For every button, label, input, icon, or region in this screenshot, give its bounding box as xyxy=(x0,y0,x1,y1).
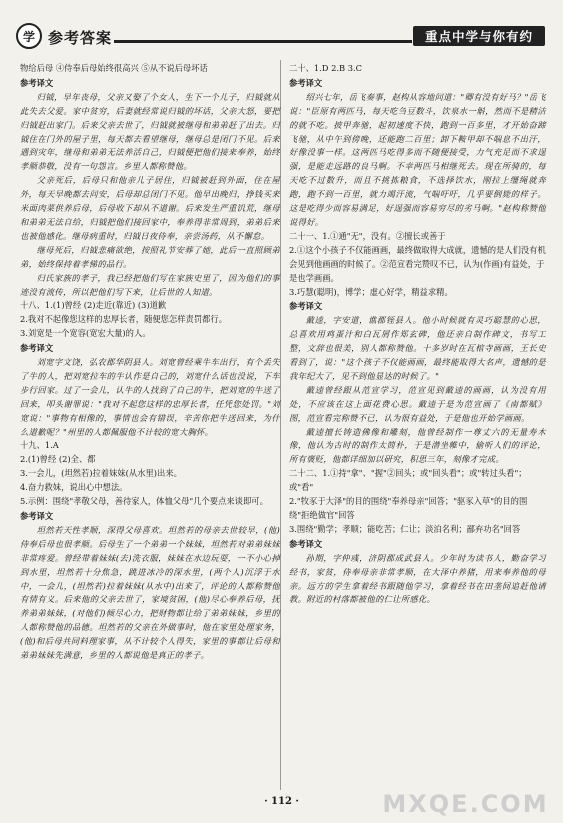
translation-paragraph: 继母死后，归钺悲痛欲绝，按照礼节安葬了她，此后一直照顾弟弟，始终保持着孝悌的品行。 xyxy=(20,244,280,269)
answer-line: 十九、1.A xyxy=(20,440,59,451)
header-brand-badge: 重点中学与你有约 xyxy=(413,26,545,46)
translation-paragraph: 父亲死后，后母只和他亲儿子居住，归钺被赶到外面，住在屋外，每天早晚都去问安，后母却总闭门不见。他早出晚归，挣钱买来米面肉菜供养后母，后母收下却从不道谢。后来发生严重饥荒，继母和弟弟无法自给，归钺把他们接回家中，奉养得非常周到，弟弟后来也被他感化。继母病重时，归钺日夜侍奉，亲尝汤药，从不懈怠。 xyxy=(20,175,280,241)
school-logo-icon: 学 xyxy=(16,23,42,49)
page-number: · 112 · xyxy=(264,796,299,807)
left-column xyxy=(20,62,280,663)
answer-line: 5.示例：围绕"孝敬父母，善待家人，体恤父母"几个要点来谈即可。 xyxy=(20,496,268,507)
page-header xyxy=(0,0,563,56)
translation-paragraph: 归氏家族的孝子，我已经把他们写在家族史里了，因为他们的事迹没有流传，所以把他们写下来，让后世的人知道。 xyxy=(20,272,280,297)
answer-line: 2.(1)曾经 (2)全、都 xyxy=(20,454,96,465)
header-title: 参考答案 xyxy=(48,29,113,47)
translation-paragraph: 孙期，字仲彧，济阴郡成武县人。少年时为读书人，勤奋学习经书，家贫，侍奉母亲非常孝顺，在大泽中养猪，用来奉养他的母亲。远方的学生拿着经书跟随他学习，拿着经书在田垄间追赶他请教。附近的村落都被他的仁让所感化。 xyxy=(289,552,546,605)
section-heading: 参考译文 xyxy=(289,77,323,88)
translation-paragraph: 戴逵，字安道，谯郡铚县人。他小时候就有灵巧聪慧的心思，总喜欢用鸡蛋汁和白瓦屑作郑玄碑，他还亲自制作碑文，书写工整，文辞也很美，别人都称赞他。十多岁时在瓦棺寺画画，王长史看到了，说："这个孩子不仅能画画，最终能取得大名声，遗憾的是我年纪大了，见不到他显达的时候了。" xyxy=(289,315,546,381)
translation-paragraph: 坦然若天性孝顺，深得父母喜欢。坦然若的母亲去世较早，(他)侍奉后母也很孝顺。后母生了一个弟弟一个妹妹，坦然若对弟弟妹妹非常疼爱。曾经带着妹妹(去)洗衣服，妹妹在水边玩耍，一不小心掉到水里，坦然若十分焦急，跳进冰冷的深水里，(两个人)沉浮于水中，一会儿，(坦然若)拉着妹妹(从水中)出来了，评论的人都称赞他有情有义。后来他的父亲去世了，家境贫困，(他)尽心奉养后母，抚养弟弟妹妹，(对他们)倾尽心力，把财物都让给了弟弟妹妹，乡里的人都称赞他的品德。坦然若的父亲在外做事时，他在家里处理家务，(他)和后母共同料理家事，从不计较个人得失，家里的事都让后母和弟弟妹妹先满意，乡里的人都说他是真正的孝子。 xyxy=(20,524,280,661)
section-heading: 参考译文 xyxy=(289,301,323,312)
answer-line: 物给后母 ④侍奉后母始终很高兴 ⑤从不说后母坏话 xyxy=(20,63,208,73)
answer-line: 3.围绕"勤学；孝顺；能吃苦；仁让；淡泊名利；鄙弃功名"回答 xyxy=(289,523,521,534)
answer-line: 十八、1.(1)曾经 (2)走近(靠近) (3)道歉 xyxy=(20,300,167,311)
translation-paragraph: 戴逵曾经跟从范宣学习，范宣见到戴逵的画画，认为没有用处，不应该在这上面花费心思。戴逵于是为范宣画了《南都赋》图，范宣看完称赞不已，认为很有益处，于是他也开始学画画。 xyxy=(289,384,546,423)
watermark-logo: MXQE.COM xyxy=(382,790,549,818)
answer-line: 3.巧慧(聪明)，博学；虚心好学，精益求精。 xyxy=(289,286,453,297)
answer-line: 4.奋力救妹，说出心中想法。 xyxy=(20,482,128,493)
translation-paragraph: 绍兴七年，岳飞奏事，赵构从容地问道："卿有没有好马？"岳飞说："臣原有两匹马，每天吃刍豆数斗，饮泉水一斛，然而不是精洁的就不吃。披甲奔驰，起初速度不快，跑到一百多里，才开始奋蹄飞驰，从中午到傍晚，还能跑二百里；卸下鞍甲却不喘息不出汗，好像没事一样。这两匹马吃得多而不随便接受，力气充足而不求逞强，是能走远路的良马啊。不幸两匹马相继死去。现在所骑的，每天吃不过数升，而且不挑拣粮食，不选择饮水，刚拉上缰绳就奔跑，跑不到一百里，就力竭汗流，气喘吁吁，几乎要倒毙的样子。这是吃得少而容易满足，好逞强而容易穷尽的劣马啊。"赵构称赞他说得好。 xyxy=(289,91,546,227)
answer-line: 二十二、1.①持"拿"、"握"②回头；或"回头看"；或"转过头看"；或"看" xyxy=(289,468,527,493)
answer-line: 3.一会儿，(坦然若)拉着妹妹(从水里)出来。 xyxy=(20,468,182,479)
section-heading: 参考译文 xyxy=(289,538,323,549)
section-heading: 参考译文 xyxy=(20,511,54,521)
answer-line: 2.我对不起像您这样的忠厚长者，随便您怎样责罚都行。 xyxy=(20,314,228,325)
header-rule xyxy=(114,40,412,43)
section-heading: 参考译文 xyxy=(20,343,54,354)
answer-line: 二十一、1.①通"无"，没有。②擅长或善于 xyxy=(289,230,446,241)
answer-line: 2."牧豕于大泽"的目的围绕"奉养母亲"回答；"驱豕入草"的目的围绕"拒绝做官"回答 xyxy=(289,496,528,520)
section-heading: 参考译文 xyxy=(20,77,54,88)
translation-paragraph: 归钺，早年丧母，父亲又娶了个女人，生下一个儿子，归钺就从此失去父爱。家中贫穷，后妻就经常说归钺的坏话，父亲大怒，要把归钺赶出家门。后来父亲去世了，归钺就被继母和弟弟赶了出去。归钺住在门外的屋子里，每天都去看望继母，继母总是闭门不见。后来遇到灾年，继母和弟弟无法养活自己，归钺便把他们接来奉养，始终孝顺恭敬，没有一句怨言。乡里人都称赞他。 xyxy=(20,91,280,172)
translation-paragraph: 刘宽字文饶，弘农郡华阴县人。刘宽曾经乘牛车出行，有个丢失了牛的人，把刘宽拉车的牛认作是自己的，刘宽什么话也没说，下车步行回家。过了一会儿，认牛的人找到了自己的牛，把刘宽的牛送了回来，叩头谢罪说："我对不起您这样的忠厚长者，任凭您处罚。"刘宽说："事物有相像的，事情也会有错误，辛苦你把牛送回来，为什么道歉呢？"州里的人都佩服他不计较的宽大胸怀。 xyxy=(20,357,280,437)
answer-line: 3.刘宽是一个宽容(宽宏大量)的人。 xyxy=(20,328,151,339)
answer-line: 2.①这个小孩子不仅能画画，最终做取得大成就，遗憾的是人们没有机会见到他画画的时候了。②范宣看完赞叹不已，认为(作画)有益处，于是也学画画。 xyxy=(289,244,546,283)
right-column xyxy=(289,62,546,607)
answer-line: 二十、1.D 2.B 3.C xyxy=(289,63,363,73)
translation-paragraph: 戴逵擅长铸造佛像和雕刻，他曾经制作一尊丈六的无量寿木像，他认为古时的制作太简朴，于是潜坐帷中，偷听人们的评论，所有褒贬，他都详细加以研究，积思三年，刻像才完成。 xyxy=(289,426,546,465)
column-divider xyxy=(280,60,281,790)
